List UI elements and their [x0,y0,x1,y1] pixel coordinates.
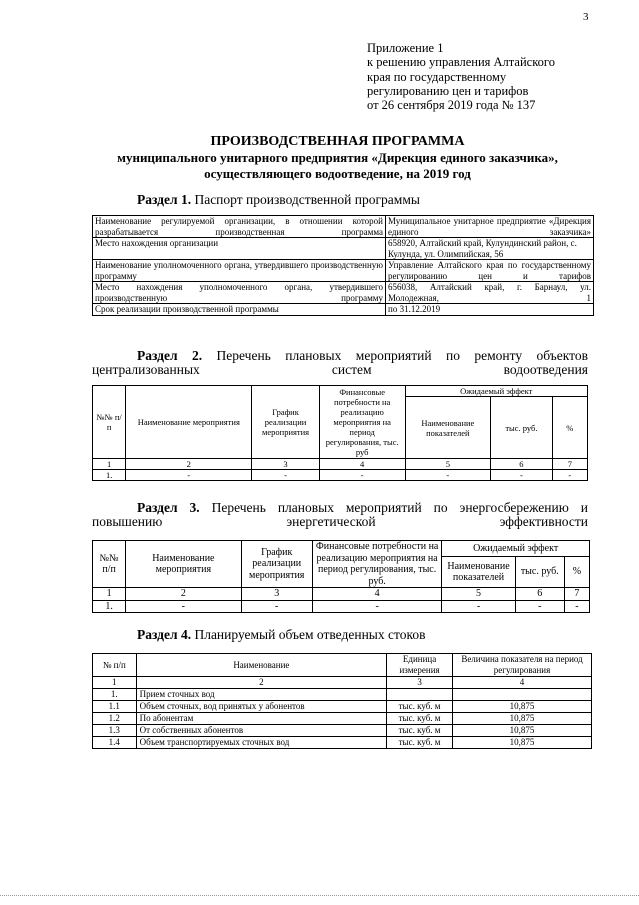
row-num: 1.1 [93,701,137,713]
row-name: Объем сточных, вод принятых у абонентов [136,701,387,713]
table-row [93,282,594,304]
section2-label: Раздел 2. [137,348,203,363]
section3-title: Перечень плановых мероприятий по энергосбережению и повышению энергетической эффективности [92,500,588,529]
table-row [93,600,590,613]
row-num: 1.4 [93,737,137,749]
table-index-row [93,677,592,689]
row-value [453,689,592,701]
table-header-row [93,386,588,397]
index-cell: 1 [93,677,137,689]
table-cell: 1. [93,470,126,481]
table-index-row [93,588,590,601]
appendix-line: к решению управления Алтайского [367,55,555,70]
row-value: 10,875 [453,725,592,737]
passport-table [92,215,594,316]
table-index-row [93,459,588,470]
col-header-value: Величина показателя на период регулирования [453,654,592,677]
table-row [93,725,592,737]
col-header-num: №№ п/п [93,386,126,459]
program-subtitle-2: осуществляющего водоотведение, на 2019 год [204,166,471,181]
col-header-effect: Ожидаемый эффект [442,541,590,557]
section3-table [92,540,590,613]
col-header-name: Наименование мероприятия [126,386,252,459]
page-bottom-rule [0,895,639,896]
col-header-schedule: График реализации мероприятия [252,386,320,459]
appendix-line: регулированию цен и тарифов [367,83,529,98]
table-cell: - [312,600,442,613]
section2-title: Перечень плановых мероприятий по ремонту объектов централизованных систем водоотведения [92,348,588,377]
table-row [93,238,594,260]
col-header-num: № п/п [93,654,137,677]
col-header-schedule: График реализации мероприятия [241,541,312,588]
table-cell: 1. [93,600,126,613]
passport-value: Муниципальное унитарное предприятие «Дирекция единого заказчика» [386,216,594,238]
table-row [93,737,592,749]
table-cell: - [252,470,320,481]
table-header-row [93,654,592,677]
passport-label: Срок реализации производственной программы [93,304,386,316]
col-header-thousand: тыс. руб. [491,397,552,459]
table-cell: - [126,600,241,613]
passport-label: Место нахождения организации [93,238,386,260]
index-cell: 3 [387,677,453,689]
table-row [93,216,594,238]
col-header-finance: Финансовые потребности на реализацию мероприятия на период регулирования, тыс. руб [319,386,405,459]
row-value: 10,875 [453,713,592,725]
col-header-num: №№ п/п [93,541,126,588]
program-title: ПРОИЗВОДСТВЕННАЯ ПРОГРАММА [210,134,465,149]
table-row [93,260,594,282]
appendix-block [367,41,617,112]
row-unit: тыс. куб. м [387,737,453,749]
section1-label: Раздел 1. [137,192,192,207]
table-row [93,304,594,316]
passport-value: 658920, Алтайский край, Кулундинский район, с. Кулунда, ул. Олимпийская, 56 [386,238,594,260]
index-cell: 5 [405,459,491,470]
col-header-indicator: Наименование показателей [442,557,515,588]
index-cell: 2 [136,677,387,689]
index-cell: 4 [453,677,592,689]
row-value: 10,875 [453,737,592,749]
table-header-row [93,541,590,557]
index-cell: 4 [319,459,405,470]
page-number: 3 [583,11,589,23]
col-header-finance: Финансовые потребности на реализацию мероприятия на период регулирования, тыс. руб. [312,541,442,588]
table-cell: - [319,470,405,481]
table-row [93,701,592,713]
table-cell: - [241,600,312,613]
row-num: 1.2 [93,713,137,725]
table-row [93,470,588,481]
appendix-line: от 26 сентября 2019 года № 137 [367,98,536,113]
index-cell: 5 [442,588,515,601]
section3-label: Раздел 3. [137,500,200,515]
row-name: По абонентам [136,713,387,725]
section2-heading [92,349,588,377]
index-cell: 1 [93,459,126,470]
index-cell: 2 [126,588,241,601]
section4-table [92,653,592,749]
passport-value: 656038, Алтайский край, г. Барнаул, ул. Молодежная, 1 [386,282,594,304]
row-name: Прием сточных вод [136,689,387,701]
passport-label: Место нахождения уполномоченного органа, утвердившего производственную программу [93,282,386,304]
index-cell: 3 [252,459,320,470]
section1-title: Паспорт производственной программы [194,192,420,207]
row-num: 1. [93,689,137,701]
index-cell: 7 [552,459,587,470]
col-header-effect: Ожидаемый эффект [405,386,588,397]
col-header-indicator: Наименование показателей [405,397,491,459]
section4-label: Раздел 4. [137,627,192,642]
col-header-percent: % [552,397,587,459]
row-unit: тыс. куб. м [387,713,453,725]
index-cell: 7 [564,588,589,601]
table-cell: - [515,600,564,613]
table-cell: - [126,470,252,481]
appendix-line: Приложение 1 [367,41,444,55]
index-cell: 3 [241,588,312,601]
passport-value: Управление Алтайского края по государственному регулированию цен и тарифов [386,260,594,282]
row-unit: тыс. куб. м [387,701,453,713]
index-cell: 6 [515,588,564,601]
index-cell: 6 [491,459,552,470]
section1-heading [137,192,420,208]
table-cell: - [552,470,587,481]
col-header-unit: Единица измерения [387,654,453,677]
row-num: 1.3 [93,725,137,737]
row-value: 10,875 [453,701,592,713]
table-cell: - [405,470,491,481]
table-cell: - [564,600,589,613]
row-name: Объем транспортируемых сточных вод [136,737,387,749]
col-header-name: Наименование [136,654,387,677]
section4-heading [137,627,425,643]
col-header-name: Наименование мероприятия [126,541,241,588]
col-header-thousand: тыс. руб. [515,557,564,588]
table-row [93,713,592,725]
passport-value: по 31.12.2019 [386,304,594,316]
index-cell: 2 [126,459,252,470]
table-cell: - [491,470,552,481]
section2-table [92,385,588,481]
index-cell: 1 [93,588,126,601]
row-unit [387,689,453,701]
row-unit: тыс. куб. м [387,725,453,737]
appendix-line: края по государственному [367,69,507,84]
table-row [93,689,592,701]
index-cell: 4 [312,588,442,601]
program-subtitle: муниципального унитарного предприятия «Дирекция единого заказчика», [117,150,558,165]
passport-label: Наименование уполномоченного органа, утвердившего производственную программу [93,260,386,282]
section4-title: Планируемый объем отведенных стоков [194,627,426,642]
row-name: От собственных абонентов [136,725,387,737]
passport-label: Наименование регулируемой организации, в отношении которой разрабатывается производственная программа [93,216,386,238]
section3-heading [92,501,588,529]
col-header-percent: % [564,557,589,588]
table-cell: - [442,600,515,613]
